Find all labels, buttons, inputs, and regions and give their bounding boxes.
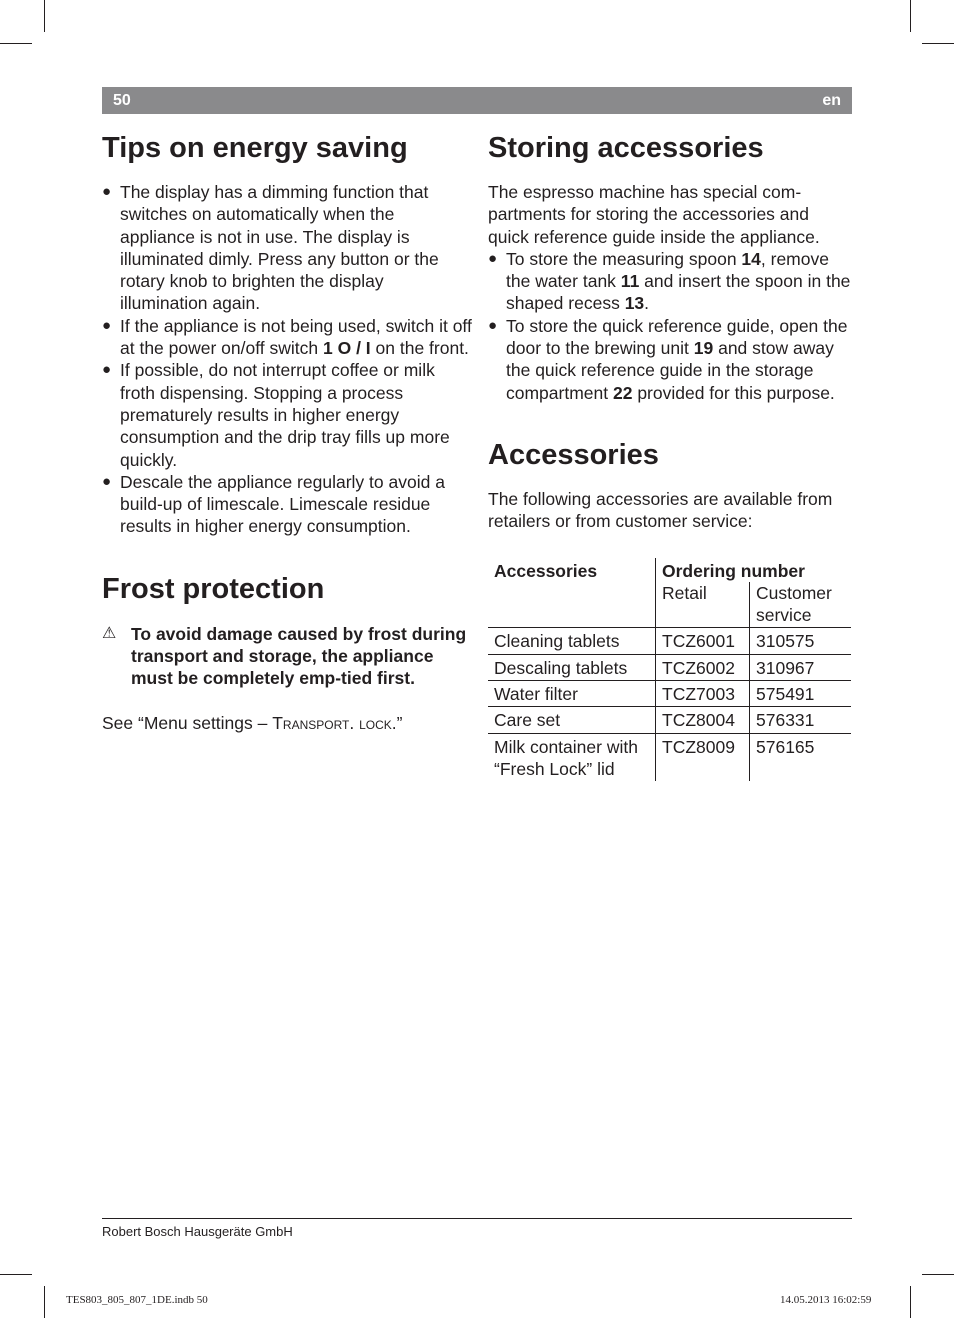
power-switch-label: 1 O / I [323, 338, 371, 359]
print-file-slug: TES803_805_807_1DE.indb 50 [66, 1294, 208, 1306]
crop-mark [910, 0, 911, 32]
page-number: 50 [113, 92, 131, 109]
transport-lock-setting: Transport. lock [272, 712, 392, 733]
crop-mark [44, 0, 45, 32]
energy-saving-heading: Tips on energy saving [102, 132, 408, 164]
col-service-header: Customer service [750, 582, 852, 628]
list-item-text: If the appliance is not being used, switch it off at the power on/off switch [120, 315, 472, 359]
table-row [488, 681, 851, 707]
crop-mark [0, 43, 32, 44]
list-item-text: provided for this purpose. [632, 382, 835, 403]
storing-intro: The espresso machine has special com-partments for storing the accessories and quick reference guide inside the appliance. [488, 182, 820, 247]
page-header-bar [102, 87, 852, 114]
list-item-text: , remove the water tank [506, 248, 829, 292]
col-accessories-header: Accessories [494, 560, 598, 581]
retail-number: TCZ6001 [656, 628, 750, 654]
list-item: ● The display has a dimming function that switches on automatically when the appliance is not in use. The display is illuminated dimly. Press any button or the rotary knob to brighten the display illumination again. [102, 181, 472, 315]
table-row [488, 707, 851, 733]
list-item-text: To store the measuring spoon [506, 248, 742, 269]
service-number: 310575 [750, 628, 852, 654]
crop-mark [910, 1286, 911, 1318]
accessory-name: Cleaning tablets [488, 628, 656, 654]
list-item-text: and insert the spoon in the shaped recess [506, 271, 851, 314]
list-item-text: To store the quick reference guide, open the door to the brewing unit [506, 315, 848, 359]
retail-number: TCZ8004 [656, 707, 750, 733]
footer-divider [102, 1218, 852, 1219]
accessories-intro: The following accessories are available from retailers or from customer service: [488, 488, 833, 532]
language-code: en [822, 92, 841, 109]
list-item [488, 248, 852, 315]
accessory-name: Milk container with “Fresh Lock” lid [488, 733, 656, 781]
table-row [488, 628, 851, 654]
warning-text: To avoid damage caused by frost during transport and storage, the appliance must be completely emp-tied first. [131, 623, 467, 689]
service-number: 310967 [750, 654, 852, 680]
service-number: 576165 [750, 733, 852, 781]
retail-number: TCZ7003 [656, 681, 750, 707]
print-timestamp: 14.05.2013 16:02:59 [780, 1294, 872, 1306]
frost-protection-heading: Frost protection [102, 572, 325, 605]
retail-number: TCZ6002 [656, 654, 750, 680]
crop-mark [44, 1286, 45, 1318]
part-number: 22 [612, 382, 633, 403]
table-header-row [488, 558, 851, 582]
list-item [102, 315, 472, 360]
list-item-text: . [644, 293, 650, 314]
crop-mark [922, 1274, 954, 1275]
right-column [488, 130, 852, 781]
list-item-text: on the front. [370, 338, 469, 359]
part-number: 11 [620, 271, 640, 292]
part-number: 13 [624, 293, 645, 314]
accessory-name: Water filter [488, 681, 656, 707]
see-menu-settings [102, 712, 472, 734]
storing-steps-list [488, 248, 852, 404]
accessories-heading: Accessories [488, 438, 659, 471]
accessory-name: Care set [488, 707, 656, 733]
list-item: ● If possible, do not interrupt coffee or milk froth dispensing. Stopping a process prematurely results in higher energy consumption and the drip tray fills up more quickly. [102, 359, 472, 470]
crop-mark [922, 43, 954, 44]
warning-triangle-icon: ⚠ [102, 624, 117, 642]
storing-accessories-heading: Storing accessories [488, 132, 764, 164]
accessories-table [488, 558, 851, 782]
retail-number: TCZ8009 [656, 733, 750, 781]
list-item: ● Descale the appliance regularly to avoid a build-up of limescale. Limescale residue results in higher energy consumption. [102, 471, 472, 538]
accessory-name: Descaling tablets [488, 654, 656, 680]
list-item-text: and stow away the quick reference guide in the storage compartment [506, 338, 834, 403]
frost-warning [102, 623, 472, 690]
col-retail-header: Retail [656, 582, 750, 628]
part-number: 14 [741, 248, 761, 269]
table-row [488, 654, 851, 680]
footer-company: Robert Bosch Hausgeräte GmbH [102, 1224, 293, 1239]
list-item [488, 315, 852, 404]
service-number: 576331 [750, 707, 852, 733]
left-column [102, 130, 472, 734]
see-text-end: .” [391, 712, 403, 733]
crop-mark [0, 1274, 32, 1275]
col-ordering-header: Ordering number [656, 558, 852, 582]
service-number: 575491 [750, 681, 852, 707]
energy-tips-list [102, 181, 472, 538]
table-row [488, 733, 851, 781]
see-text: See “Menu settings – [102, 712, 273, 733]
part-number: 19 [693, 338, 714, 359]
